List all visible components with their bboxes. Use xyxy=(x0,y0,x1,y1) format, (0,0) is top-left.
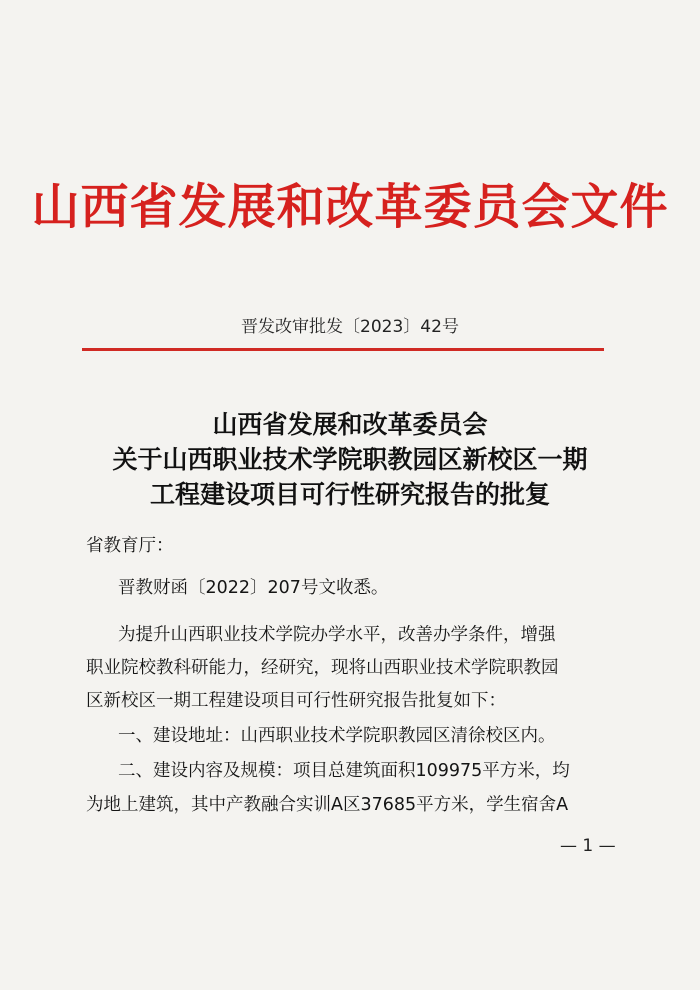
body-paragraph-1: 晋教财函〔2022〕207号文收悉。 xyxy=(118,578,389,598)
body-paragraph-2-line-2: 职业院校教科研能力，经研究，现将山西职业技术学院职教园 xyxy=(86,658,559,678)
red-divider-line xyxy=(82,348,604,351)
body-paragraph-3: 一、建设地址：山西职业技术学院职教园区清徐校区内。 xyxy=(118,726,556,746)
addressee: 省教育厅： xyxy=(86,536,174,556)
body-paragraph-2-line-3: 区新校区一期工程建设项目可行性研究报告批复如下： xyxy=(86,691,506,711)
body-paragraph-4-line-2: 为地上建筑，其中产教融合实训A区37685平方米，学生宿舍A xyxy=(86,795,569,815)
document-number: 晋发改审批发〔2023〕42号 xyxy=(241,317,459,337)
page-number: — 1 — xyxy=(560,836,616,856)
document-title-line-3: 工程建设项目可行性研究报告的批复 xyxy=(149,480,550,509)
document-title-line-1: 山西省发展和改革委员会 xyxy=(212,410,488,439)
body-paragraph-4-line-1: 二、建设内容及规模：项目总建筑面积109975平方米，均 xyxy=(118,761,570,781)
document-title-line-2: 关于山西职业技术学院职教园区新校区一期 xyxy=(112,445,588,474)
body-paragraph-2-line-1: 为提升山西职业技术学院办学水平，改善办学条件，增强 xyxy=(118,625,556,645)
masthead-title: 山西省发展和改革委员会文件 xyxy=(31,179,669,235)
